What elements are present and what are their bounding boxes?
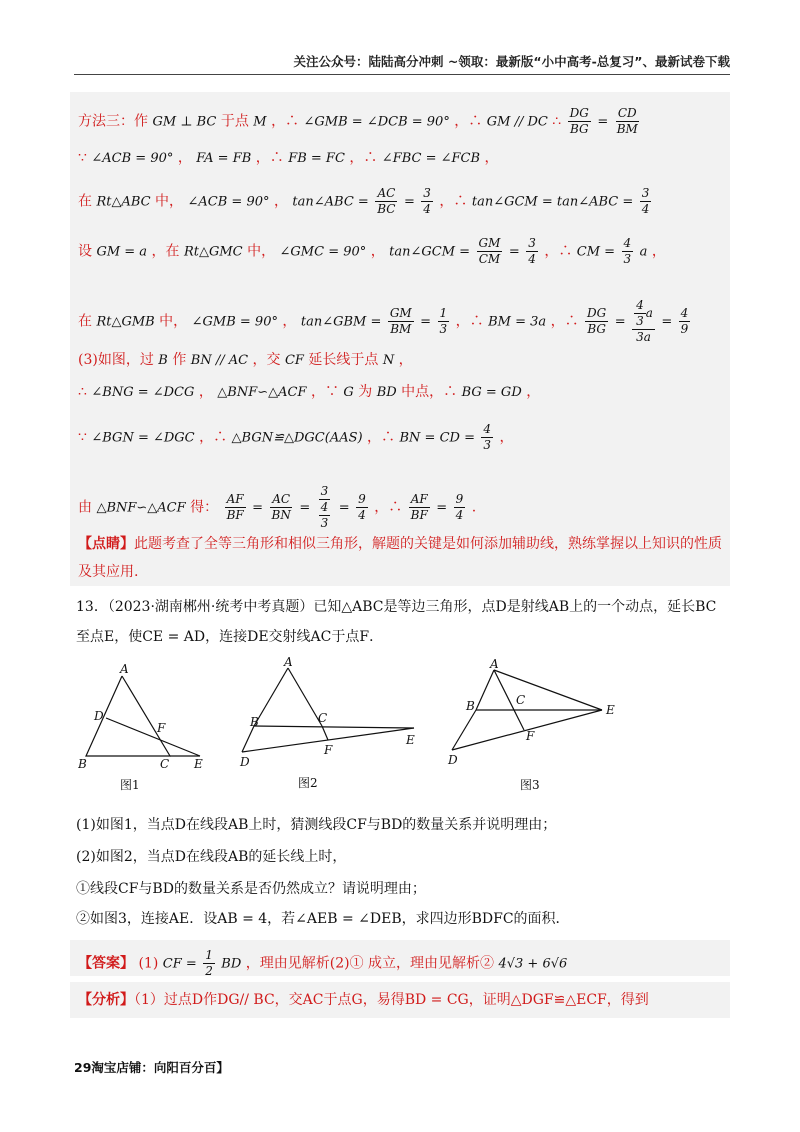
fraction: $\frac{GM}{CM}$ [478,236,501,266]
compound-fraction: $\frac{4}{3}$ a 3a [632,298,655,345]
page-footer: 29淘宝店铺：向阳百分百】 [74,1060,229,1075]
fraction: $\frac{3}{4}$ [528,236,536,266]
svg-text:A: A [284,656,293,669]
solution-line-6: (3)如图，过 B 作 BN // AC ，交 CF 延长线于点 N ， [78,352,413,368]
solution-line-3: 在 Rt△ABC 中， ∠ACB = 90° ， tan∠ABC = $\frac{AC}{BC}$ = $\frac{3}{4}$ ，∴ tan∠GCM = tan∠ABC = $\frac{3}{4}$ [78,186,650,216]
solution-line-1: 方法三：作 GM ⊥ BC 于点 M ，∴ ∠GMB = ∠DCB = 90° ，∴ GM // DC ∴ $\frac{DG}{BG}$ = $\frac{CD}{BM}$ [78,106,638,136]
solution-line-7: ∴ ∠BNG = ∠DCG ， △BNF∽△ACF ，∵ G 为 BD 中点，∴ BG = GD ， [78,384,541,400]
fraction: $\frac{3}{4}$ [641,186,650,216]
question-2: (2)如图2，当点D在线段AB的延长线上时， [76,849,347,865]
compound-fraction: $\frac{3}{\frac{4}{3}}$ [320,484,329,530]
fraction: $\frac{4}{3}$ [483,422,492,452]
figure-3 [446,658,622,770]
solution-line-4: 设 GM = a ，在 Rt△GMC 中， ∠GMC = 90° ， tan∠GCM = $\frac{GM}{CM}$ = $\frac{3}{4}$ ，∴ CM = $\frac{4}{3}$ a ， [78,236,666,266]
problem-text-2: 至点E，使CE = AD，连接DE交射线AC于点F． [76,629,384,645]
svg-text:C: C [516,693,526,707]
fraction: $\frac{DG}{BG}$ [587,306,607,336]
svg-text:A: A [120,662,129,676]
svg-text:C: C [318,711,328,725]
figure-2 [238,656,428,768]
solution-block [70,92,730,586]
fraction: $\frac{AC}{BC}$ [377,186,396,216]
svg-text:C: C [160,757,170,771]
svg-text:A: A [490,658,499,671]
fraction: $\frac{AC}{BN}$ [271,492,291,522]
figure-1-caption: 图1 [120,778,140,792]
fraction: $\frac{9}{4}$ [358,492,366,522]
svg-text:B: B [78,757,87,771]
svg-text:B: B [250,715,259,729]
fraction: $\frac{DG}{BG}$ [569,106,589,136]
fraction: $\frac{9}{4}$ [455,492,464,522]
fraction: $\frac{AF}{BF}$ [226,492,244,522]
fraction: $\frac{AF}{BF}$ [410,492,428,522]
svg-text:F: F [526,729,535,743]
fraction: $\frac{4}{3}$ [623,236,632,266]
svg-text:B: B [466,699,475,713]
solution-line-9: 由 △BNF∽△ACF 得： $\frac{AF}{BF}$ = $\frac{AC}{BN}$ = $\frac{3}{\frac{4}{3}}$ = $\frac{9}{4}$ ，∴ $\frac{AF}{BF}$ = $\frac{9}{4}$ . [78,484,477,530]
fraction: $\frac{3}{4}$ [423,186,431,216]
figure-1 [78,662,218,772]
fraction: $\frac{GM}{BM}$ [389,306,412,336]
svg-text:D: D [448,753,458,767]
fraction: $\frac{1}{2}$ [205,948,213,978]
question-2-1: ①线段CF与BD的数量关系是否仍然成立？请说明理由； [76,881,426,897]
answer-band [70,940,730,976]
answer-line: 【答案】 (1) CF = $\frac{1}{2}$ BD ，理由见解析(2)① 成立，理由见解析② 4√3 + 6√6 [78,948,568,978]
svg-text:E: E [194,757,203,771]
note-line: 【点睛】此题考查了全等三角形和相似三角形，解题的关键是如何添加辅助线，熟练掌握以上知识的性质 [78,536,722,552]
solution-line-8: ∵ ∠BGN = ∠DGC ，∴ △BGN≌△DGC(AAS) ，∴ BN = CD = $\frac{4}{3}$ ， [78,422,514,452]
svg-text:E: E [406,733,415,747]
svg-text:D: D [240,755,250,768]
svg-text:F: F [324,743,333,757]
page-header: 关注公众号：陆陆高分冲刺 ~领取：最新版“小中高考-总复习”、最新试卷下载 [74,52,730,75]
fraction: $\frac{1}{3}$ [439,306,448,336]
question-2-2: ②如图3，连接AE．设AB = 4，若∠AEB = ∠DEB，求四边形BDFC的面积． [76,911,570,927]
figure-2-caption: 图2 [298,776,318,790]
solution-line-2: ∵ ∠ACB = 90° ， FA = FB ，∴ FB = FC ，∴ ∠FBC = ∠FCB ， [78,150,499,166]
svg-text:F: F [157,721,166,735]
fraction: $\frac{CD}{BM}$ [616,106,638,136]
svg-text:D: D [94,709,104,723]
solution-line-5: 在 Rt△GMB 中， ∠GMB = 90° ， tan∠GBM = $\frac{GM}{BM}$ = $\frac{1}{3}$ ，∴ BM = 3a ，∴ $\frac{DG}{BG}$ = $\frac{4}{3}$ a 3a = $\frac{4}{9}$ [78,298,689,344]
question-1: (1)如图1，当点D在线段AB上时，猜测线段CF与BD的数量关系并说明理由； [76,817,557,833]
svg-text:E: E [606,703,615,717]
fraction: $\frac{4}{9}$ [680,306,689,336]
note-line-2: 及其应用. [78,564,139,580]
problem-text-1: 13．（2023·湖南郴州·统考中考真题）已知△ABC是等边三角形，点D是射线AB上的一个动点，延长BC [76,599,717,615]
analysis-line: 【分析】（1）过点D作DG// BC，交AC于点G，易得BD = CG，证明△DGF≌△ECF，得到 [78,992,649,1008]
figure-3-caption: 图3 [520,778,540,792]
analysis-band [70,982,730,1018]
